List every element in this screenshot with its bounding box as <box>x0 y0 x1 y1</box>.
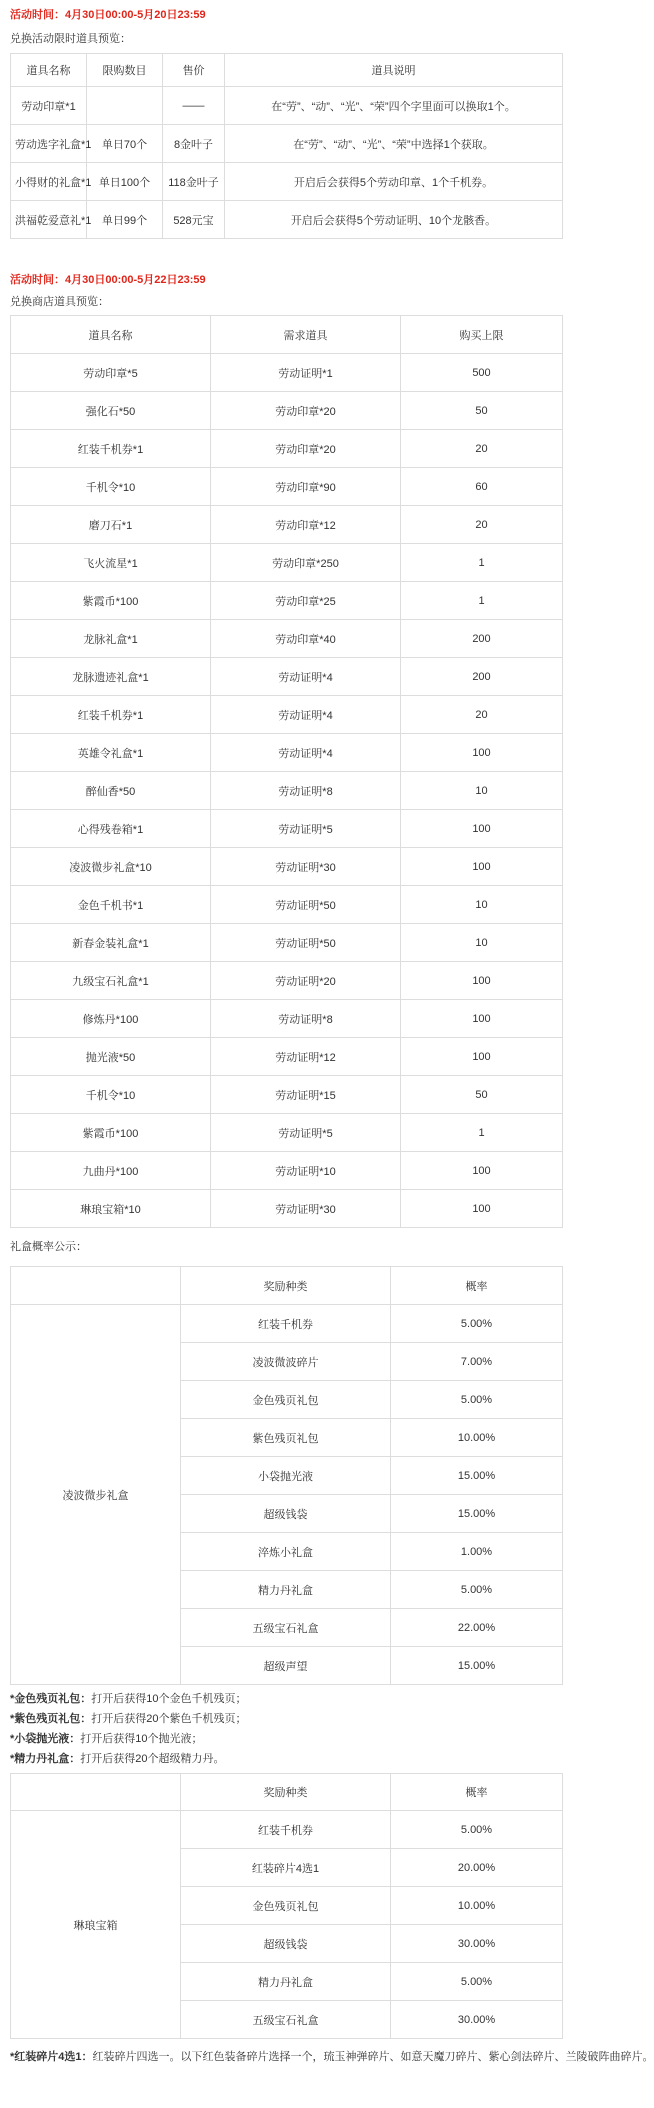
required-item: 劳动证明*8 <box>211 772 401 810</box>
required-item: 劳动证明*5 <box>211 810 401 848</box>
note-line: *紫色残页礼包：打开后获得20个紫色千机残页； <box>10 1713 247 1725</box>
reward-type: 超级钱袋 <box>181 1495 391 1533</box>
table-row <box>11 544 563 582</box>
purchase-limit: 60 <box>401 468 563 506</box>
probability: 15.00% <box>391 1457 563 1495</box>
required-item: 劳动印章*20 <box>211 430 401 468</box>
required-item: 劳动印章*25 <box>211 582 401 620</box>
purchase-limit: 10 <box>401 772 563 810</box>
purchase-limit: 500 <box>401 354 563 392</box>
probability: 5.00% <box>391 1571 563 1609</box>
item-name: 红装千机券*1 <box>11 430 211 468</box>
reward-type: 红装千机券 <box>181 1811 391 1849</box>
prob2-rows <box>11 1811 563 2039</box>
header-cell: 需求道具 <box>211 316 401 354</box>
probability: 5.00% <box>391 1963 563 2001</box>
required-item: 劳动证明*4 <box>211 696 401 734</box>
reward-type: 金色残页礼包 <box>181 1887 391 1925</box>
price: 528元宝 <box>163 201 225 239</box>
header-cell <box>11 1267 181 1305</box>
item-name: 劳动印章*1 <box>11 87 87 125</box>
probability: 30.00% <box>391 1925 563 1963</box>
table-row <box>11 1038 563 1076</box>
required-item: 劳动证明*15 <box>211 1076 401 1114</box>
item-name: 英雄令礼盒*1 <box>11 734 211 772</box>
probability: 20.00% <box>391 1849 563 1887</box>
item-name: 龙脉礼盒*1 <box>11 620 211 658</box>
table-row <box>11 1114 563 1152</box>
reward-type: 精力丹礼盒 <box>181 1571 391 1609</box>
item-name: 心得残卷箱*1 <box>11 810 211 848</box>
table-row <box>11 354 563 392</box>
probability: 15.00% <box>391 1647 563 1685</box>
item-name: 新春金装礼盒*1 <box>11 924 211 962</box>
required-item: 劳动证明*50 <box>211 886 401 924</box>
purchase-limit: 200 <box>401 620 563 658</box>
item-name: 九级宝石礼盒*1 <box>11 962 211 1000</box>
required-item: 劳动印章*90 <box>211 468 401 506</box>
table-row <box>11 87 563 125</box>
table-row <box>11 1305 563 1343</box>
purchase-limit: 1 <box>401 544 563 582</box>
section2-preview-label: 兑换商店道具预览： <box>10 296 109 308</box>
required-item: 劳动证明*50 <box>211 924 401 962</box>
required-item: 劳动印章*250 <box>211 544 401 582</box>
limit: 单日99个 <box>87 201 163 239</box>
probability: 22.00% <box>391 1609 563 1647</box>
table-row <box>11 468 563 506</box>
purchase-limit: 100 <box>401 1000 563 1038</box>
table-row <box>11 125 563 163</box>
header-cell: 概率 <box>391 1774 563 1811</box>
table-row <box>11 1000 563 1038</box>
table-row <box>11 201 563 239</box>
header-cell: 概率 <box>391 1267 563 1305</box>
probability: 5.00% <box>391 1811 563 1849</box>
table-row <box>11 734 563 772</box>
reward-type: 金色残页礼包 <box>181 1381 391 1419</box>
header-cell <box>11 1774 181 1811</box>
probability-table-1 <box>10 1266 563 1685</box>
table-row <box>11 1190 563 1228</box>
item-name: 醉仙香*50 <box>11 772 211 810</box>
price: 118金叶子 <box>163 163 225 201</box>
item-name: 凌波微步礼盒*10 <box>11 848 211 886</box>
reward-type: 超级钱袋 <box>181 1925 391 1963</box>
required-item: 劳动证明*1 <box>211 354 401 392</box>
purchase-limit: 10 <box>401 924 563 962</box>
reward-type: 凌波微波碎片 <box>181 1343 391 1381</box>
purchase-limit: 20 <box>401 506 563 544</box>
item-name: 九曲丹*100 <box>11 1152 211 1190</box>
header-cell: 购买上限 <box>401 316 563 354</box>
section1-preview-label: 兑换活动限时道具预览： <box>10 33 131 45</box>
purchase-limit: 100 <box>401 734 563 772</box>
probability: 15.00% <box>391 1495 563 1533</box>
header-cell: 道具名称 <box>11 316 211 354</box>
price: 8金叶子 <box>163 125 225 163</box>
table-row <box>11 810 563 848</box>
table-row <box>11 886 563 924</box>
required-item: 劳动印章*40 <box>211 620 401 658</box>
reward-type: 精力丹礼盒 <box>181 1963 391 2001</box>
table-row <box>11 772 563 810</box>
required-item: 劳动印章*12 <box>211 506 401 544</box>
header-cell: 道具名称 <box>11 54 87 87</box>
purchase-limit: 100 <box>401 810 563 848</box>
notes <box>10 1689 563 1769</box>
purchase-limit: 20 <box>401 430 563 468</box>
header-cell: 道具说明 <box>225 54 563 87</box>
required-item: 劳动证明*10 <box>211 1152 401 1190</box>
item-name: 琳琅宝箱*10 <box>11 1190 211 1228</box>
note-line: *小袋抛光液：打开后获得10个抛光液； <box>10 1733 203 1745</box>
required-item: 劳动证明*4 <box>211 734 401 772</box>
item-name: 劳动印章*5 <box>11 354 211 392</box>
reward-type: 紫色残页礼包 <box>181 1419 391 1457</box>
price: —— <box>163 87 225 125</box>
reward-type: 小袋抛光液 <box>181 1457 391 1495</box>
table-row <box>11 582 563 620</box>
required-item: 劳动证明*4 <box>211 658 401 696</box>
group-name: 凌波微步礼盒 <box>11 1305 181 1685</box>
item-name: 抛光液*50 <box>11 1038 211 1076</box>
note-line: *金色残页礼包：打开后获得10个金色千机残页； <box>10 1693 247 1705</box>
purchase-limit: 1 <box>401 582 563 620</box>
probability: 30.00% <box>391 2001 563 2039</box>
required-item: 劳动证明*5 <box>211 1114 401 1152</box>
table-row <box>11 430 563 468</box>
item-name: 强化石*50 <box>11 392 211 430</box>
limit: 单日100个 <box>87 163 163 201</box>
table-row <box>11 1152 563 1190</box>
item-name: 龙脉遗迹礼盒*1 <box>11 658 211 696</box>
item-name: 紫霞币*100 <box>11 582 211 620</box>
table-header-row <box>11 1267 563 1305</box>
purchase-limit: 10 <box>401 886 563 924</box>
table-row <box>11 924 563 962</box>
item-name: 金色千机书*1 <box>11 886 211 924</box>
reward-type: 超级声望 <box>181 1647 391 1685</box>
probability: 7.00% <box>391 1343 563 1381</box>
purchase-limit: 100 <box>401 1038 563 1076</box>
required-item: 劳动证明*30 <box>211 1190 401 1228</box>
purchase-limit: 100 <box>401 1190 563 1228</box>
purchase-limit: 50 <box>401 1076 563 1114</box>
description: 开启后会获得5个劳动印章、1个千机券。 <box>225 163 563 201</box>
reward-type: 红装碎片4选1 <box>181 1849 391 1887</box>
limit <box>87 87 163 125</box>
required-item: 劳动证明*12 <box>211 1038 401 1076</box>
prob1-rows <box>11 1305 563 1685</box>
table-row <box>11 1076 563 1114</box>
table-row <box>11 392 563 430</box>
description: 在“劳”、“动”、“光”、“荣”中选择1个获取。 <box>225 125 563 163</box>
purchase-limit: 1 <box>401 1114 563 1152</box>
purchase-limit: 200 <box>401 658 563 696</box>
table-row <box>11 163 563 201</box>
reward-type: 五级宝石礼盒 <box>181 1609 391 1647</box>
probability: 10.00% <box>391 1887 563 1925</box>
item-name: 紫霞币*100 <box>11 1114 211 1152</box>
purchase-limit: 50 <box>401 392 563 430</box>
table-row <box>11 962 563 1000</box>
section2-time: 活动时间：4月30日00:00-5月22日23:59 <box>10 274 206 286</box>
probability-label: 礼盒概率公示： <box>10 1241 87 1253</box>
probability: 5.00% <box>391 1305 563 1343</box>
required-item: 劳动证明*8 <box>211 1000 401 1038</box>
item-name: 小得财的礼盒*1 <box>11 163 87 201</box>
probability: 5.00% <box>391 1381 563 1419</box>
exchange-shop-table <box>10 315 563 1228</box>
shop-rows <box>11 354 563 1228</box>
table-header-row <box>11 316 563 354</box>
purchase-limit: 100 <box>401 848 563 886</box>
reward-type: 淬炼小礼盒 <box>181 1533 391 1571</box>
description: 开启后会获得5个劳动证明、10个龙骸香。 <box>225 201 563 239</box>
group-name: 琳琅宝箱 <box>11 1811 181 2039</box>
table-row <box>11 696 563 734</box>
item-name: 飞火流星*1 <box>11 544 211 582</box>
item-name: 磨刀石*1 <box>11 506 211 544</box>
table-row <box>11 658 563 696</box>
required-item: 劳动证明*30 <box>211 848 401 886</box>
table-row <box>11 1811 563 1849</box>
required-item: 劳动证明*20 <box>211 962 401 1000</box>
table-row <box>11 848 563 886</box>
probability-table-2 <box>10 1773 563 2039</box>
reward-type: 五级宝石礼盒 <box>181 2001 391 2039</box>
limited-items-table <box>10 53 563 239</box>
purchase-limit: 100 <box>401 962 563 1000</box>
table-row <box>11 620 563 658</box>
reward-type: 红装千机券 <box>181 1305 391 1343</box>
header-cell: 奖励种类 <box>181 1267 391 1305</box>
section1-time: 活动时间：4月30日00:00-5月20日23:59 <box>10 9 206 21</box>
item-name: 洪福乾爱意礼*1 <box>11 201 87 239</box>
table-header-row <box>11 1774 563 1811</box>
footer-note: *红装碎片4选1：红装碎片四选一。以下红色装备碎片选择一个，琉玉神弹碎片、如意天魔刀碎片、紫心剑法碎片、兰陵破阵曲碎片。 <box>10 2051 654 2063</box>
table-header-row <box>11 54 563 87</box>
table-row <box>11 506 563 544</box>
purchase-limit: 100 <box>401 1152 563 1190</box>
required-item: 劳动印章*20 <box>211 392 401 430</box>
header-cell: 限购数目 <box>87 54 163 87</box>
item-name: 千机令*10 <box>11 1076 211 1114</box>
note-line: *精力丹礼盒：打开后获得20个超级精力丹。 <box>10 1753 225 1765</box>
purchase-limit: 20 <box>401 696 563 734</box>
header-cell: 奖励种类 <box>181 1774 391 1811</box>
probability: 10.00% <box>391 1419 563 1457</box>
probability: 1.00% <box>391 1533 563 1571</box>
item-name: 劳动选字礼盒*1 <box>11 125 87 163</box>
limit: 单日70个 <box>87 125 163 163</box>
item-name: 红装千机券*1 <box>11 696 211 734</box>
item-name: 修炼丹*100 <box>11 1000 211 1038</box>
item-name: 千机令*10 <box>11 468 211 506</box>
header-cell: 售价 <box>163 54 225 87</box>
description: 在“劳”、“动”、“光”、“荣”四个字里面可以换取1个。 <box>225 87 563 125</box>
